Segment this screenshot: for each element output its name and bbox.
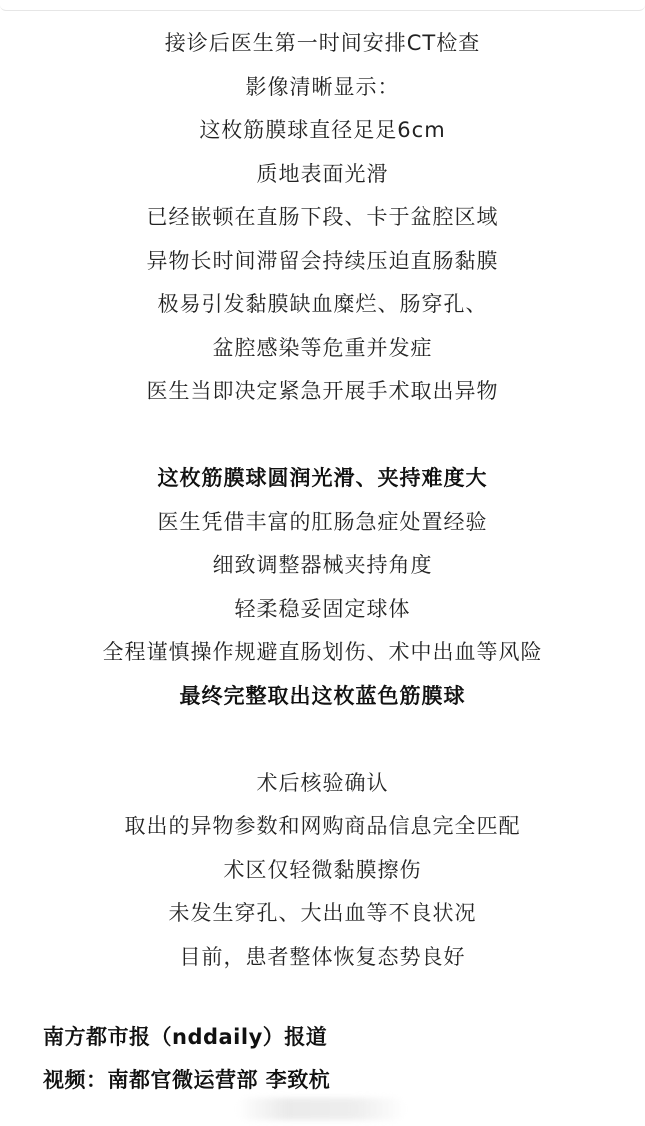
credits [43, 1016, 603, 1102]
text-line: 术区仅轻微黏膜擦伤 [223, 857, 422, 882]
text-line: 未发生穿孔、大出血等不良状况 [168, 901, 477, 925]
paragraph-gap [0, 414, 645, 458]
text-line: 极易引发黏膜缺血糜烂、肠穿孔、 [157, 292, 488, 316]
top-divider [0, 0, 645, 11]
text-line: 质地表面光滑 [256, 161, 389, 186]
video-credit: 视频：南都官微运营部 李致杭 [43, 1068, 331, 1092]
text-line: 细致调整器械夹持角度 [212, 553, 433, 577]
text-line: 异物长时间滞留会持续压迫直肠黏膜 [146, 248, 499, 273]
highlight-line: 最终完整取出这枚蓝色筋膜球 [179, 683, 466, 708]
paragraph-gap [0, 718, 645, 762]
highlight-line: 这枚筋膜球圆润光滑、夹持难度大 [157, 466, 488, 490]
text-line: 取出的异物参数和网购商品信息完全匹配 [124, 814, 521, 838]
text-line: 盆腔感染等危重并发症 [212, 335, 433, 360]
text-line: 影像清晰显示： [245, 74, 400, 99]
text-line: 接诊后医生第一时间安排CT检查 [164, 31, 481, 55]
watermark-blur [236, 1098, 406, 1120]
source-credit: 南方都市报（nddaily）报道 [43, 1025, 328, 1049]
text-line: 目前，患者整体恢复态势良好 [179, 944, 466, 969]
text-line: 全程谨慎操作规避直肠划伤、术中出血等风险 [102, 640, 543, 664]
article-body [0, 22, 645, 979]
text-line: 术后核验确认 [256, 770, 389, 795]
text-line: 医生当即决定紧急开展手术取出异物 [146, 379, 499, 403]
text-line: 轻柔稳妥固定球体 [234, 596, 411, 621]
text-line: 这枚筋膜球直径足足6cm [199, 118, 446, 142]
text-line: 已经嵌顿在直肠下段、卡于盆腔区域 [146, 205, 499, 229]
text-line: 医生凭借丰富的肛肠急症处置经验 [157, 509, 488, 534]
